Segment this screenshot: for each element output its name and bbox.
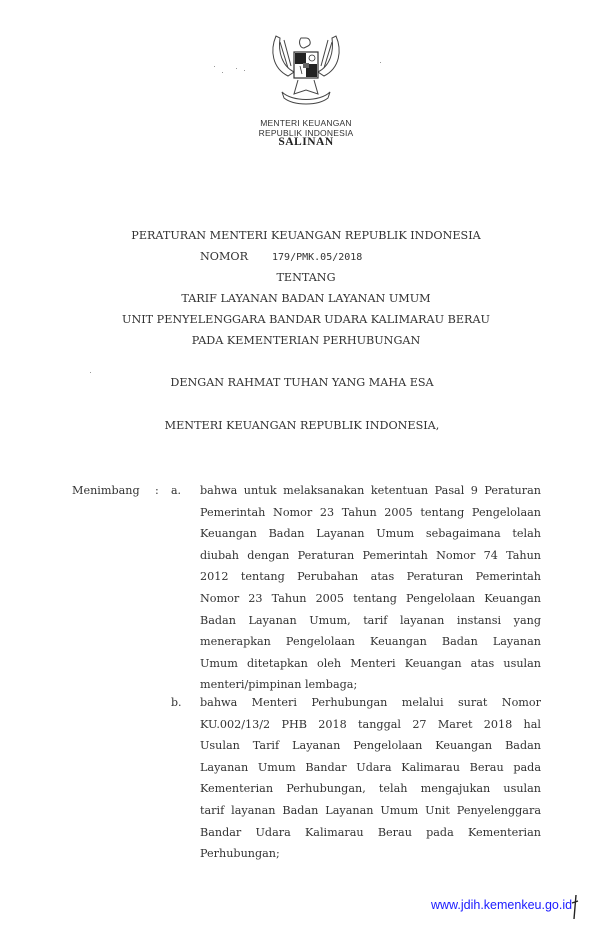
text-line: Usulan Tarif Layanan Pengelolaan Keuangan Badan: [200, 739, 541, 753]
text-line: diubah dengan Peraturan Pemerintah Nomor 74 Tahun: [200, 548, 541, 562]
text-line: Kementerian Perhubungan, telah mengajukan usulan: [200, 782, 541, 796]
garuda-pancasila-emblem-icon: [268, 28, 344, 108]
text-line: Umum ditetapkan oleh Menteri Keuangan atas usulan: [200, 656, 541, 670]
text-line: menteri/pimpinan lembaga;: [200, 678, 358, 692]
tentang-heading: TENTANG: [276, 271, 336, 284]
subject-line-3: PADA KEMENTERIAN PERHUBUNGAN: [191, 334, 421, 347]
text-line: KU.002/13/2 PHB 2018 tanggal 27 Maret 2018 hal: [200, 717, 541, 731]
consideration-item-b: [200, 692, 541, 865]
menimbang-label: Menimbang: [72, 484, 140, 497]
invocation: DENGAN RAHMAT TUHAN YANG MAHA ESA: [170, 376, 434, 389]
jdih-website-link[interactable]: www.jdih.kemenkeu.go.id: [431, 898, 573, 912]
consideration-item-a: [200, 480, 541, 696]
text-line: Nomor 23 Tahun 2005 tentang Pengelolaan Keuangan: [200, 591, 541, 605]
handwritten-initial-mark-icon: [570, 893, 580, 921]
item-a-letter: a.: [171, 484, 182, 497]
copy-stamp: SALINAN: [278, 136, 334, 148]
subject-line-1: TARIF LAYANAN BADAN LAYANAN UMUM: [181, 292, 431, 305]
subject-line-2: UNIT PENYELENGGARA BANDAR UDARA KALIMARAU BERAU: [122, 313, 490, 326]
text-line: bahwa Menteri Perhubungan melalui surat Nomor: [200, 696, 541, 709]
regulation-title: PERATURAN MENTERI KEUANGAN REPUBLIK INDONESIA: [131, 229, 481, 242]
text-line: bahwa untuk melaksanakan ketentuan Pasal 9 Peraturan: [200, 484, 541, 497]
authority-line: MENTERI KEUANGAN REPUBLIK INDONESIA,: [164, 419, 440, 432]
text-line: Perhubungan;: [200, 847, 280, 861]
text-line: Bandar Udara Kalimarau Berau pada Kementerian: [200, 825, 541, 839]
text-line: Pemerintah Nomor 23 Tahun 2005 tentang Pengelolaan: [200, 505, 541, 519]
text-line: Badan Layanan Umum, tarif layanan instansi yang: [200, 613, 541, 627]
menimbang-colon: :: [155, 484, 159, 497]
item-b-letter: b.: [171, 696, 182, 709]
text-line: menerapkan Pengelolaan Keuangan Badan Layanan: [200, 635, 541, 649]
nomor-value: 179/PMK.05/2018: [272, 252, 363, 263]
ministry-name-line1: MENTERI KEUANGAN: [260, 118, 352, 128]
regulation-number: [200, 250, 362, 263]
nomor-label: NOMOR: [200, 250, 249, 263]
text-line: Keuangan Badan Layanan Umum sebagaimana telah: [200, 527, 541, 541]
text-line: tarif layanan Badan Layanan Umum Unit Penyelenggara: [200, 803, 541, 817]
text-line: Layanan Umum Bandar Udara Kalimarau Berau pada: [200, 760, 541, 774]
ministry-name-line2: REPUBLIK INDONESIA: [258, 128, 354, 138]
text-line: 2012 tentang Perubahan atas Peraturan Pemerintah: [200, 570, 541, 584]
